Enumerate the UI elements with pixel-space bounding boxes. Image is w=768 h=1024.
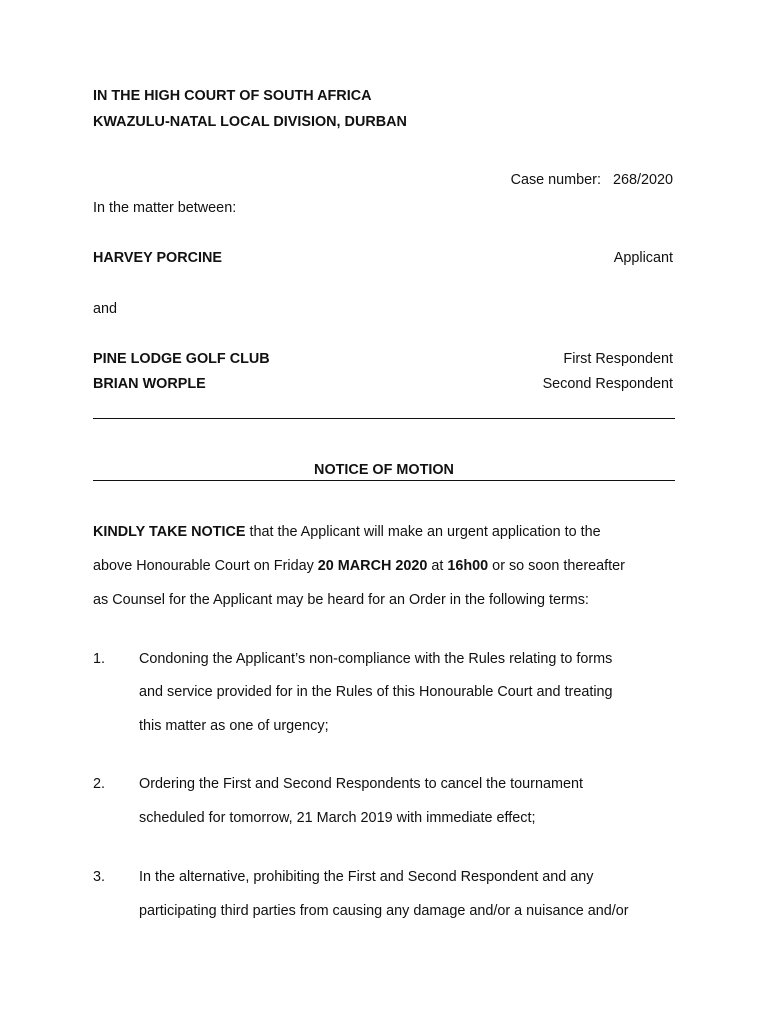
intro-paragraph-line-1 [93, 524, 601, 540]
applicant-role: Applicant [613, 250, 673, 266]
item-number: 2. [93, 776, 106, 792]
intro-paragraph-line-3: as Counsel for the Applicant may be heard for an Order in the following terms: [93, 592, 589, 608]
list-item-line: Condoning the Applicant’s non-compliance with the Rules relating to forms [139, 651, 613, 667]
matter-intro: In the matter between: [93, 200, 237, 216]
intro-text: that the Applicant will make an urgent application to the [245, 524, 601, 540]
intro-text: or so soon thereafter [488, 558, 625, 574]
intro-paragraph-line-2 [93, 558, 625, 574]
intro-text: at [427, 558, 448, 574]
first-respondent-name: PINE LODGE GOLF CLUB [93, 351, 270, 367]
court-division: KWAZULU-NATAL LOCAL DIVISION, DURBAN [93, 114, 407, 130]
first-respondent-role: First Respondent [563, 351, 673, 367]
second-respondent-role: Second Respondent [542, 376, 673, 392]
second-respondent-name: BRIAN WORPLE [93, 376, 206, 392]
list-item-line: Ordering the First and Second Respondents to cancel the tournament [139, 776, 583, 792]
kindly-take-notice: KINDLY TAKE NOTICE [93, 524, 246, 540]
list-item-line: participating third parties from causing any damage and/or a nuisance and/or [139, 903, 629, 919]
item-number: 1. [93, 651, 106, 667]
applicant-name: HARVEY PORCINE [93, 250, 223, 266]
intro-text: above Honourable Court on Friday [93, 558, 318, 574]
list-item-line: this matter as one of urgency; [139, 718, 329, 734]
hearing-date: 20 MARCH 2020 [317, 558, 428, 574]
document-title: NOTICE OF MOTION [314, 462, 454, 478]
case-number-value: 268/2020 [612, 172, 673, 188]
case-number-label: Case number: [510, 172, 601, 188]
list-item-line: In the alternative, prohibiting the First and Second Respondent and any [139, 869, 594, 885]
item-number: 3. [93, 869, 106, 885]
case-number-line [511, 172, 673, 188]
list-item-line: scheduled for tomorrow, 21 March 2019 with immediate effect; [139, 810, 536, 826]
divider-top [93, 418, 675, 419]
court-name: IN THE HIGH COURT OF SOUTH AFRICA [93, 88, 372, 104]
hearing-time: 16h00 [447, 558, 489, 574]
list-item-line: and service provided for in the Rules of this Honourable Court and treating [139, 684, 613, 700]
conjunction-and: and [93, 301, 118, 317]
divider-bottom [93, 480, 675, 481]
